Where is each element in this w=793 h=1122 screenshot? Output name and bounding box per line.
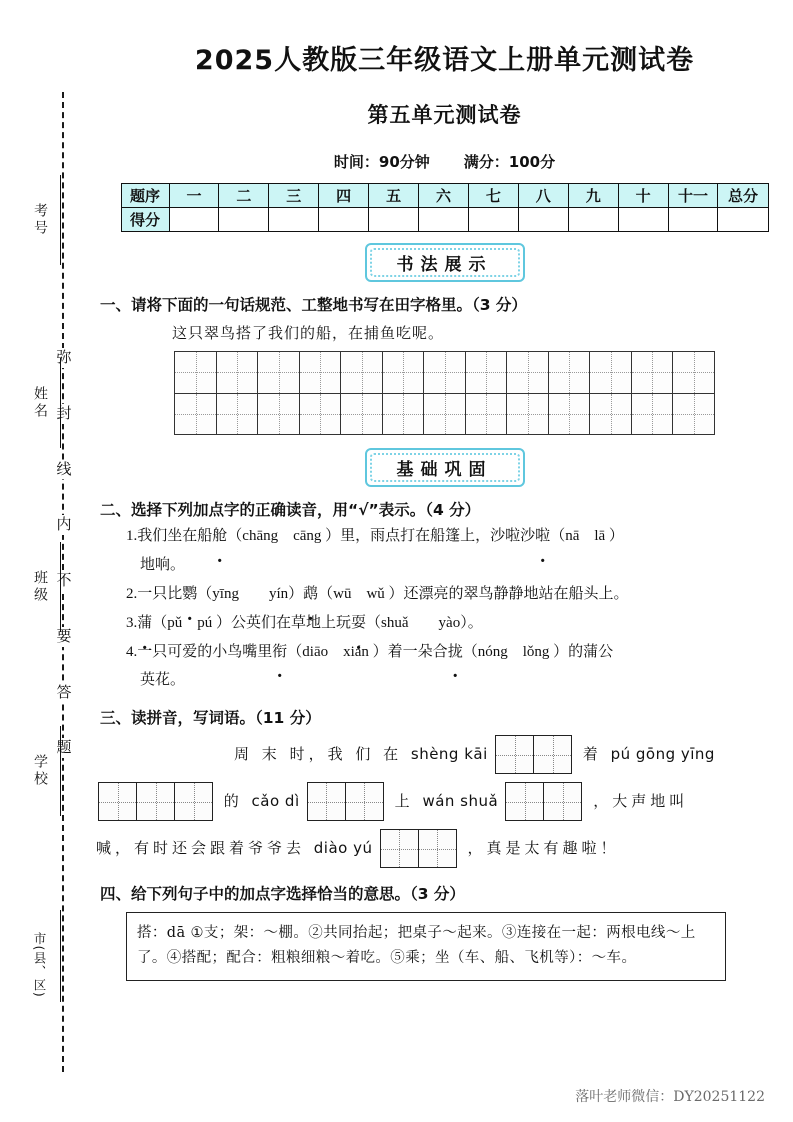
item-text: （diāo xián ）着一朵合 xyxy=(287,643,448,660)
field-rule xyxy=(60,726,61,816)
item-text: （pǔ pú ）公英们在草地上玩 xyxy=(152,614,352,631)
tianzige-row xyxy=(175,393,715,435)
field-label-xingming: 姓名 xyxy=(32,386,48,420)
seal-char: 线 xyxy=(56,459,72,478)
tianzige-cell[interactable] xyxy=(175,352,217,394)
tianzige-cell[interactable] xyxy=(345,783,383,821)
badge-foundation-wrap xyxy=(96,448,793,487)
tianzige-cell[interactable] xyxy=(673,352,715,394)
emphasis-dotted-char: 拢 xyxy=(447,643,463,660)
tianzige-cell[interactable] xyxy=(465,393,507,435)
tianzige-cell[interactable] xyxy=(175,393,217,435)
page-title: 2025人教版三年级语文上册单元测试卷 xyxy=(194,45,695,76)
sentence-text: 喊，有时还会跟着爷爷去 xyxy=(96,839,314,858)
score-table-column-header: 九 xyxy=(568,184,618,208)
tianzige-cell[interactable] xyxy=(590,352,632,394)
item-text: （wū wǔ ）还漂亮的翠鸟静静地站在船头上。 xyxy=(318,585,629,602)
seal-char: 内 xyxy=(56,515,72,534)
emphasis-dotted-char: 耍 xyxy=(351,614,367,631)
tianzige-cell[interactable] xyxy=(590,393,632,435)
badge-foundation-label: 基础巩固 xyxy=(396,460,493,480)
field-group-shixianqu xyxy=(18,910,64,1050)
tianzige-row xyxy=(175,352,715,394)
item-text: （yīng yín） xyxy=(197,585,304,602)
score-table-column-header: 七 xyxy=(468,184,518,208)
tianzige-cell[interactable] xyxy=(673,393,715,435)
item-number: 3. xyxy=(126,614,138,631)
page-subtitle: 第五单元测试卷 xyxy=(367,103,522,127)
emphasis-dotted-char: 啦 xyxy=(535,528,551,544)
tianzige-cell[interactable] xyxy=(380,830,418,868)
tianzige-cell[interactable] xyxy=(382,352,424,394)
tianzige-cell[interactable] xyxy=(507,352,549,394)
score-table-column-header: 二 xyxy=(219,184,269,208)
score-table-column-header: 十 xyxy=(618,184,668,208)
field-group-banji xyxy=(18,542,64,662)
field-label-kaohao: 考号 xyxy=(32,203,48,237)
score-table-column-header: 三 xyxy=(269,184,319,208)
field-group-xingming xyxy=(18,358,64,478)
emphasis-dotted-char: 鹉 xyxy=(303,585,319,602)
question-3-heading: 三、读拼音，写词语。（11 分） xyxy=(100,709,321,728)
tianzige-cell[interactable] xyxy=(137,783,175,821)
tianzige-cell[interactable] xyxy=(418,830,456,868)
badge-calligraphy-wrap xyxy=(96,243,793,282)
item-text: （shuǎ yào）。 xyxy=(366,614,483,631)
item-number: 4. xyxy=(126,643,138,660)
tianzige-cell[interactable] xyxy=(507,393,549,435)
tianzige-cell[interactable] xyxy=(506,783,544,821)
footer-watermark: 落叶老师微信：DY20251122 xyxy=(575,1089,765,1105)
pinyin-answer-box[interactable] xyxy=(98,782,213,821)
emphasis-dotted-char: 衔 xyxy=(272,643,288,660)
score-table-column-header: 总分 xyxy=(718,184,768,208)
score-input-cell[interactable] xyxy=(169,208,219,232)
score-input-cell[interactable] xyxy=(618,208,668,232)
field-rule xyxy=(60,175,61,265)
tianzige-cell[interactable] xyxy=(175,783,213,821)
emphasis-dotted-char: 蒲 xyxy=(137,614,153,631)
tianzige-cell[interactable] xyxy=(258,393,300,435)
sentence-text: 的 xyxy=(215,792,252,811)
emphasis-dotted-char: 鹦 xyxy=(182,585,198,602)
emphasis-dotted-char: 舱 xyxy=(212,528,228,544)
pinyin-answer-box[interactable] xyxy=(505,782,582,821)
field-label-banji: 班级 xyxy=(32,570,48,604)
score-table-column-header: 十一 xyxy=(668,184,718,208)
tianzige-cell[interactable] xyxy=(631,393,673,435)
tianzige-cell[interactable] xyxy=(424,393,466,435)
tianzige-cell[interactable] xyxy=(258,352,300,394)
tianzige-cell[interactable] xyxy=(548,393,590,435)
score-table-column-header: 四 xyxy=(319,184,369,208)
tianzige-cell[interactable] xyxy=(99,783,137,821)
tianzige-cell[interactable] xyxy=(216,393,258,435)
tianzige-cell[interactable] xyxy=(216,352,258,394)
tianzige-cell[interactable] xyxy=(544,783,582,821)
question-4-heading: 四、给下列句子中的加点字选择恰当的意思。（3 分） xyxy=(100,885,465,904)
field-group-kaohao xyxy=(18,175,64,295)
question-2-item-continuation: 英花。 xyxy=(140,672,186,689)
score-input-cell[interactable] xyxy=(518,208,568,232)
tianzige-cell[interactable] xyxy=(496,736,534,774)
field-rule xyxy=(60,910,61,1002)
score-table-row-label: 得分 xyxy=(121,208,169,232)
seal-margin xyxy=(0,0,96,1122)
question-1-heading: 一、请将下面的一句话规范、工整地书写在田字格里。（3 分） xyxy=(100,296,527,314)
question-2-item[interactable] xyxy=(126,524,793,549)
score-table-header-row xyxy=(121,184,768,208)
sentence-text: 上 xyxy=(385,792,423,811)
question-3-line xyxy=(96,733,793,775)
tianzige-cell[interactable] xyxy=(548,352,590,394)
item-text: （chāng cāng ）里，雨点打在船篷上，沙啦沙 xyxy=(227,528,536,544)
tianzige-cell[interactable] xyxy=(307,783,345,821)
pinyin-text: wán shuǎ xyxy=(422,792,504,811)
score-input-cell[interactable] xyxy=(319,208,369,232)
pinyin-answer-box[interactable] xyxy=(380,829,457,868)
question-1-sample: 这只翠鸟搭了我们的船，在捕鱼吃呢。 xyxy=(172,324,445,342)
seal-char: 题 xyxy=(56,738,72,757)
badge-calligraphy xyxy=(365,243,525,282)
seal-char: 要 xyxy=(56,626,72,645)
tianzige-cell[interactable] xyxy=(534,736,572,774)
score-table-score-row xyxy=(121,208,768,232)
score-input-cell[interactable] xyxy=(718,208,768,232)
tianzige-cell[interactable] xyxy=(341,393,383,435)
field-group-xuexiao xyxy=(18,726,64,846)
exam-fullscore-label: 满分：100分 xyxy=(463,153,556,171)
question-3-lines xyxy=(96,733,793,869)
question-2-item[interactable] xyxy=(126,611,793,636)
tianzige-cell[interactable] xyxy=(465,352,507,394)
score-table-column-header: 一 xyxy=(169,184,219,208)
sentence-text: ，真是太有趣啦！ xyxy=(458,839,620,858)
question-4-definition-box: 搭：dā ①支；架：～棚。②共同抬起；把桌子～起来。③连接在一起：两根电线～上了。④搭配；配合：粗粮细粮～着吃。⑤乘；坐（车、船、飞机等）：～车。 xyxy=(126,912,726,981)
exam-meta xyxy=(96,151,793,172)
question-2-item[interactable] xyxy=(126,640,793,665)
field-label-shixianqu: 市(县、区) xyxy=(32,932,47,998)
seal-char: 不 xyxy=(56,571,72,589)
field-rule xyxy=(60,542,61,632)
sentence-text: ，大声地叫 xyxy=(584,792,689,811)
item-text: 我们坐在船 xyxy=(137,528,213,544)
item-text: （nā lā ） xyxy=(550,528,624,544)
item-number: 1. xyxy=(126,528,138,544)
badge-foundation xyxy=(365,448,525,487)
seal-char: 封 xyxy=(56,403,72,422)
item-text: 一只可爱的小鸟嘴里 xyxy=(137,643,273,660)
tianzige-cell[interactable] xyxy=(382,393,424,435)
pinyin-text: shèng kāi xyxy=(410,745,494,764)
field-label-xuexiao: 学校 xyxy=(32,754,48,788)
tianzige-cell[interactable] xyxy=(299,393,341,435)
score-input-cell[interactable] xyxy=(419,208,469,232)
seal-char: 答 xyxy=(56,682,72,701)
score-input-cell[interactable] xyxy=(219,208,269,232)
item-text: 一只比 xyxy=(137,585,183,602)
question-3-line xyxy=(96,780,793,822)
pinyin-text: pú gōng yīng xyxy=(610,745,715,764)
sentence-text: 周 末 时，我 们 在 xyxy=(234,745,411,764)
tianzige-cell[interactable] xyxy=(341,352,383,394)
sentence-text: 着 xyxy=(574,745,611,764)
tianzige-cell[interactable] xyxy=(424,352,466,394)
badge-calligraphy-label: 书法展示 xyxy=(396,255,493,275)
exam-time-label: 时间：90分钟 xyxy=(333,153,430,171)
question-2-items xyxy=(96,524,793,693)
pinyin-text: cǎo dì xyxy=(251,792,305,811)
score-table-column-header: 六 xyxy=(419,184,469,208)
score-table-column-header: 五 xyxy=(369,184,419,208)
score-input-cell[interactable] xyxy=(369,208,419,232)
tianzige-grid[interactable] xyxy=(174,351,715,435)
tianzige-cell[interactable] xyxy=(631,352,673,394)
score-input-cell[interactable] xyxy=(269,208,319,232)
score-input-cell[interactable] xyxy=(568,208,618,232)
question-3-line xyxy=(96,827,793,869)
score-table-row-label: 题序 xyxy=(121,184,169,208)
tianzige-cell[interactable] xyxy=(299,352,341,394)
pinyin-text: diào yú xyxy=(313,839,378,858)
score-input-cell[interactable] xyxy=(668,208,718,232)
pinyin-answer-box[interactable] xyxy=(307,782,384,821)
pinyin-answer-box[interactable] xyxy=(495,735,572,774)
exam-sheet xyxy=(96,0,793,1122)
question-2-heading: 二、选择下列加点字的正确读音，用“√”表示。（4 分） xyxy=(100,501,481,519)
field-rule xyxy=(60,358,61,448)
score-input-cell[interactable] xyxy=(468,208,518,232)
seal-char: 弥 xyxy=(56,348,72,366)
item-number: 2. xyxy=(126,585,138,602)
question-2-item-continuation: 地响。 xyxy=(140,556,186,573)
question-2-item[interactable] xyxy=(126,582,793,607)
item-text: （nóng lǒng ）的蒲公 xyxy=(462,643,614,660)
score-table xyxy=(121,183,769,232)
score-table-column-header: 八 xyxy=(518,184,568,208)
